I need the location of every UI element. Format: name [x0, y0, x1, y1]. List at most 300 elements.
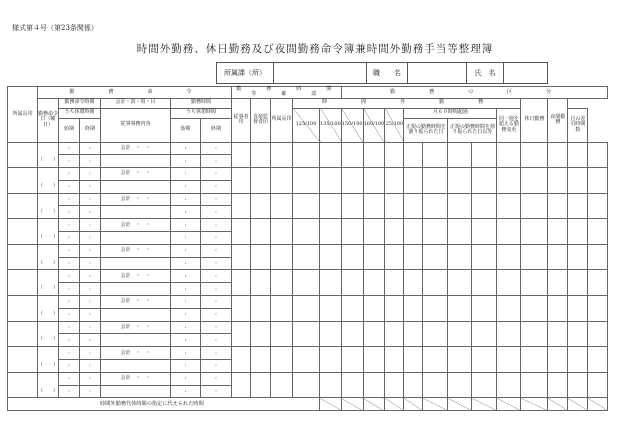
row-kaikei-cell[interactable] [101, 321, 171, 334]
row-break-end-cell[interactable] [80, 308, 101, 321]
row-data-cell[interactable] [363, 270, 385, 296]
row-data-cell[interactable] [588, 296, 608, 322]
row-actual-start-cell[interactable] [171, 142, 201, 155]
row-break-end-cell[interactable] [80, 334, 101, 347]
row-data-cell[interactable] [448, 321, 472, 347]
row-start-cell[interactable] [59, 372, 80, 385]
row-date-paren[interactable] [38, 283, 59, 296]
row-data-cell[interactable] [404, 296, 423, 322]
row-break-start-cell[interactable] [59, 334, 80, 347]
row-data-cell[interactable] [423, 142, 448, 168]
row-actual-break-end[interactable] [201, 206, 232, 219]
row-actual-end-cell[interactable] [201, 296, 232, 309]
row-data-cell[interactable] [548, 296, 568, 322]
row-data-cell[interactable] [251, 270, 271, 296]
row-data-cell[interactable] [232, 219, 251, 245]
row-date-paren[interactable] [38, 257, 59, 270]
row-data-cell[interactable] [588, 219, 608, 245]
row-data-cell[interactable] [568, 193, 588, 219]
row-date-cell[interactable] [38, 219, 59, 232]
row-data-cell[interactable] [588, 168, 608, 194]
row-break-start-cell[interactable] [59, 180, 80, 193]
row-data-cell[interactable] [548, 321, 568, 347]
row-break-start-cell[interactable] [59, 232, 80, 245]
row-seal-cell[interactable] [8, 270, 38, 296]
row-actual-break-start[interactable] [171, 257, 201, 270]
row-data-cell[interactable] [341, 296, 363, 322]
row-data-cell[interactable] [497, 347, 521, 373]
row-break-start-cell[interactable] [59, 360, 80, 373]
row-end-cell[interactable] [80, 244, 101, 257]
row-data-cell[interactable] [320, 347, 342, 373]
row-seal-cell[interactable] [8, 219, 38, 245]
row-seal-cell[interactable] [8, 193, 38, 219]
row-data-cell[interactable] [423, 296, 448, 322]
row-actual-break-start[interactable] [171, 206, 201, 219]
row-data-cell[interactable] [497, 193, 521, 219]
row-date-paren[interactable] [38, 334, 59, 347]
row-actual-break-end[interactable] [201, 334, 232, 347]
row-data-cell[interactable] [293, 270, 320, 296]
row-data-cell[interactable] [548, 372, 568, 398]
row-date-paren[interactable] [38, 155, 59, 168]
row-data-cell[interactable] [521, 244, 548, 270]
row-actual-break-start[interactable] [171, 180, 201, 193]
row-end-cell[interactable] [80, 347, 101, 360]
row-data-cell[interactable] [232, 321, 251, 347]
row-data-cell[interactable] [271, 347, 293, 373]
row-data-cell[interactable] [548, 270, 568, 296]
row-data-cell[interactable] [472, 270, 497, 296]
row-data-cell[interactable] [232, 296, 251, 322]
row-data-cell[interactable] [423, 168, 448, 194]
row-data-cell[interactable] [404, 270, 423, 296]
row-actual-start-cell[interactable] [171, 296, 201, 309]
row-data-cell[interactable] [548, 347, 568, 373]
row-data-cell[interactable] [363, 168, 385, 194]
row-end-cell[interactable] [80, 296, 101, 309]
row-actual-break-end[interactable] [201, 232, 232, 245]
row-date-cell[interactable] [38, 347, 59, 360]
row-data-cell[interactable] [251, 372, 271, 398]
row-data-cell[interactable] [448, 372, 472, 398]
row-data-cell[interactable] [497, 321, 521, 347]
row-actual-start-cell[interactable] [171, 372, 201, 385]
row-actual-start-cell[interactable] [171, 168, 201, 181]
row-kaikei-cell[interactable] [101, 219, 171, 232]
row-content-cell[interactable] [101, 334, 171, 347]
row-data-cell[interactable] [271, 296, 293, 322]
row-date-cell[interactable] [38, 270, 59, 283]
row-actual-end-cell[interactable] [201, 142, 232, 155]
row-data-cell[interactable] [548, 244, 568, 270]
row-data-cell[interactable] [232, 193, 251, 219]
row-data-cell[interactable] [497, 372, 521, 398]
row-data-cell[interactable] [472, 142, 497, 168]
row-actual-break-end[interactable] [201, 257, 232, 270]
row-data-cell[interactable] [472, 244, 497, 270]
row-break-start-cell[interactable] [59, 155, 80, 168]
row-actual-start-cell[interactable] [171, 244, 201, 257]
row-date-cell[interactable] [38, 321, 59, 334]
row-data-cell[interactable] [251, 168, 271, 194]
row-data-cell[interactable] [251, 193, 271, 219]
row-data-cell[interactable] [423, 193, 448, 219]
row-kaikei-cell[interactable] [101, 372, 171, 385]
row-actual-break-start[interactable] [171, 334, 201, 347]
row-data-cell[interactable] [293, 347, 320, 373]
row-actual-end-cell[interactable] [201, 321, 232, 334]
row-data-cell[interactable] [423, 244, 448, 270]
row-actual-start-cell[interactable] [171, 321, 201, 334]
row-data-cell[interactable] [588, 270, 608, 296]
row-break-end-cell[interactable] [80, 257, 101, 270]
row-data-cell[interactable] [404, 219, 423, 245]
row-date-cell[interactable] [38, 244, 59, 257]
row-data-cell[interactable] [320, 321, 342, 347]
row-actual-start-cell[interactable] [171, 219, 201, 232]
row-data-cell[interactable] [497, 142, 521, 168]
row-seal-cell[interactable] [8, 244, 38, 270]
row-seal-cell[interactable] [8, 142, 38, 168]
row-data-cell[interactable] [385, 270, 404, 296]
row-data-cell[interactable] [472, 321, 497, 347]
row-date-paren[interactable] [38, 232, 59, 245]
row-actual-end-cell[interactable] [201, 244, 232, 257]
row-actual-break-end[interactable] [201, 360, 232, 373]
row-data-cell[interactable] [521, 193, 548, 219]
row-data-cell[interactable] [521, 296, 548, 322]
row-data-cell[interactable] [320, 244, 342, 270]
row-start-cell[interactable] [59, 219, 80, 232]
row-data-cell[interactable] [448, 219, 472, 245]
row-data-cell[interactable] [293, 193, 320, 219]
row-date-cell[interactable] [38, 168, 59, 181]
row-data-cell[interactable] [404, 193, 423, 219]
row-kaikei-cell[interactable] [101, 270, 171, 283]
row-data-cell[interactable] [385, 142, 404, 168]
row-date-paren[interactable] [38, 360, 59, 373]
row-data-cell[interactable] [385, 244, 404, 270]
row-data-cell[interactable] [497, 219, 521, 245]
row-data-cell[interactable] [320, 270, 342, 296]
row-start-cell[interactable] [59, 142, 80, 155]
row-data-cell[interactable] [497, 296, 521, 322]
row-data-cell[interactable] [423, 321, 448, 347]
row-data-cell[interactable] [341, 219, 363, 245]
row-data-cell[interactable] [251, 321, 271, 347]
row-data-cell[interactable] [568, 168, 588, 194]
row-actual-break-end[interactable] [201, 180, 232, 193]
row-data-cell[interactable] [521, 168, 548, 194]
row-data-cell[interactable] [568, 270, 588, 296]
row-data-cell[interactable] [548, 219, 568, 245]
row-data-cell[interactable] [568, 372, 588, 398]
row-break-end-cell[interactable] [80, 180, 101, 193]
row-kaikei-cell[interactable] [101, 296, 171, 309]
row-data-cell[interactable] [588, 142, 608, 168]
row-actual-break-end[interactable] [201, 385, 232, 398]
row-content-cell[interactable] [101, 257, 171, 270]
row-data-cell[interactable] [271, 219, 293, 245]
row-start-cell[interactable] [59, 296, 80, 309]
row-data-cell[interactable] [385, 321, 404, 347]
row-data-cell[interactable] [363, 296, 385, 322]
row-seal-cell[interactable] [8, 321, 38, 347]
row-date-paren[interactable] [38, 206, 59, 219]
row-data-cell[interactable] [341, 270, 363, 296]
row-break-start-cell[interactable] [59, 283, 80, 296]
row-data-cell[interactable] [472, 296, 497, 322]
row-data-cell[interactable] [363, 142, 385, 168]
row-data-cell[interactable] [448, 193, 472, 219]
dept-field[interactable] [274, 63, 367, 83]
row-data-cell[interactable] [548, 168, 568, 194]
row-end-cell[interactable] [80, 372, 101, 385]
row-date-cell[interactable] [38, 142, 59, 155]
row-data-cell[interactable] [568, 347, 588, 373]
row-data-cell[interactable] [568, 321, 588, 347]
row-content-cell[interactable] [101, 232, 171, 245]
row-data-cell[interactable] [472, 347, 497, 373]
row-actual-break-start[interactable] [171, 360, 201, 373]
row-date-paren[interactable] [38, 385, 59, 398]
row-data-cell[interactable] [363, 372, 385, 398]
row-seal-cell[interactable] [8, 347, 38, 373]
row-start-cell[interactable] [59, 244, 80, 257]
row-data-cell[interactable] [448, 296, 472, 322]
row-data-cell[interactable] [404, 168, 423, 194]
row-data-cell[interactable] [363, 347, 385, 373]
row-seal-cell[interactable] [8, 296, 38, 322]
row-content-cell[interactable] [101, 308, 171, 321]
row-data-cell[interactable] [521, 321, 548, 347]
row-data-cell[interactable] [320, 372, 342, 398]
row-data-cell[interactable] [385, 296, 404, 322]
row-data-cell[interactable] [404, 347, 423, 373]
row-data-cell[interactable] [404, 142, 423, 168]
row-data-cell[interactable] [448, 270, 472, 296]
row-data-cell[interactable] [472, 193, 497, 219]
row-data-cell[interactable] [548, 142, 568, 168]
row-data-cell[interactable] [521, 372, 548, 398]
row-break-start-cell[interactable] [59, 385, 80, 398]
row-date-cell[interactable] [38, 193, 59, 206]
row-data-cell[interactable] [271, 372, 293, 398]
row-data-cell[interactable] [271, 244, 293, 270]
row-actual-break-end[interactable] [201, 283, 232, 296]
row-data-cell[interactable] [251, 142, 271, 168]
row-data-cell[interactable] [588, 193, 608, 219]
row-actual-break-end[interactable] [201, 308, 232, 321]
row-break-end-cell[interactable] [80, 360, 101, 373]
row-data-cell[interactable] [320, 168, 342, 194]
row-data-cell[interactable] [588, 347, 608, 373]
row-data-cell[interactable] [251, 244, 271, 270]
row-data-cell[interactable] [320, 296, 342, 322]
row-start-cell[interactable] [59, 321, 80, 334]
row-data-cell[interactable] [293, 372, 320, 398]
row-data-cell[interactable] [521, 270, 548, 296]
row-data-cell[interactable] [363, 244, 385, 270]
row-data-cell[interactable] [293, 168, 320, 194]
row-data-cell[interactable] [423, 372, 448, 398]
row-actual-break-end[interactable] [201, 155, 232, 168]
row-data-cell[interactable] [448, 142, 472, 168]
row-data-cell[interactable] [341, 244, 363, 270]
row-data-cell[interactable] [423, 270, 448, 296]
row-data-cell[interactable] [521, 219, 548, 245]
row-data-cell[interactable] [472, 168, 497, 194]
row-kaikei-cell[interactable] [101, 168, 171, 181]
row-data-cell[interactable] [472, 372, 497, 398]
row-end-cell[interactable] [80, 321, 101, 334]
row-end-cell[interactable] [80, 193, 101, 206]
row-seal-cell[interactable] [8, 168, 38, 194]
row-data-cell[interactable] [251, 219, 271, 245]
row-data-cell[interactable] [521, 347, 548, 373]
row-data-cell[interactable] [320, 193, 342, 219]
row-break-end-cell[interactable] [80, 385, 101, 398]
row-end-cell[interactable] [80, 270, 101, 283]
row-data-cell[interactable] [251, 347, 271, 373]
row-break-start-cell[interactable] [59, 257, 80, 270]
row-data-cell[interactable] [423, 347, 448, 373]
row-actual-break-start[interactable] [171, 385, 201, 398]
row-data-cell[interactable] [271, 321, 293, 347]
row-data-cell[interactable] [448, 347, 472, 373]
row-data-cell[interactable] [271, 142, 293, 168]
row-data-cell[interactable] [232, 244, 251, 270]
row-kaikei-cell[interactable] [101, 142, 171, 155]
row-actual-start-cell[interactable] [171, 347, 201, 360]
row-content-cell[interactable] [101, 283, 171, 296]
row-date-cell[interactable] [38, 296, 59, 309]
row-data-cell[interactable] [293, 296, 320, 322]
row-data-cell[interactable] [341, 347, 363, 373]
row-data-cell[interactable] [293, 244, 320, 270]
row-content-cell[interactable] [101, 180, 171, 193]
row-data-cell[interactable] [448, 168, 472, 194]
row-data-cell[interactable] [404, 372, 423, 398]
row-data-cell[interactable] [293, 142, 320, 168]
row-data-cell[interactable] [385, 372, 404, 398]
name-field[interactable] [504, 63, 547, 83]
row-break-end-cell[interactable] [80, 155, 101, 168]
row-date-paren[interactable] [38, 180, 59, 193]
row-data-cell[interactable] [293, 321, 320, 347]
row-data-cell[interactable] [497, 244, 521, 270]
row-data-cell[interactable] [548, 193, 568, 219]
row-data-cell[interactable] [588, 372, 608, 398]
row-data-cell[interactable] [271, 168, 293, 194]
row-content-cell[interactable] [101, 385, 171, 398]
row-end-cell[interactable] [80, 219, 101, 232]
row-start-cell[interactable] [59, 270, 80, 283]
row-data-cell[interactable] [568, 244, 588, 270]
row-actual-end-cell[interactable] [201, 219, 232, 232]
row-break-start-cell[interactable] [59, 308, 80, 321]
row-actual-break-start[interactable] [171, 155, 201, 168]
row-actual-start-cell[interactable] [171, 193, 201, 206]
row-start-cell[interactable] [59, 193, 80, 206]
row-data-cell[interactable] [497, 168, 521, 194]
row-data-cell[interactable] [521, 142, 548, 168]
row-data-cell[interactable] [341, 168, 363, 194]
row-actual-break-start[interactable] [171, 308, 201, 321]
row-data-cell[interactable] [448, 244, 472, 270]
row-data-cell[interactable] [251, 296, 271, 322]
row-kaikei-cell[interactable] [101, 244, 171, 257]
row-data-cell[interactable] [472, 219, 497, 245]
row-content-cell[interactable] [101, 155, 171, 168]
row-date-paren[interactable] [38, 308, 59, 321]
row-data-cell[interactable] [341, 142, 363, 168]
row-data-cell[interactable] [293, 219, 320, 245]
row-actual-end-cell[interactable] [201, 168, 232, 181]
row-data-cell[interactable] [320, 142, 342, 168]
row-kaikei-cell[interactable] [101, 193, 171, 206]
row-data-cell[interactable] [271, 193, 293, 219]
row-break-start-cell[interactable] [59, 206, 80, 219]
row-actual-end-cell[interactable] [201, 347, 232, 360]
row-data-cell[interactable] [341, 321, 363, 347]
row-data-cell[interactable] [232, 168, 251, 194]
row-data-cell[interactable] [568, 296, 588, 322]
row-data-cell[interactable] [320, 219, 342, 245]
row-date-cell[interactable] [38, 372, 59, 385]
row-data-cell[interactable] [341, 372, 363, 398]
row-data-cell[interactable] [588, 321, 608, 347]
row-end-cell[interactable] [80, 168, 101, 181]
row-data-cell[interactable] [385, 219, 404, 245]
row-data-cell[interactable] [568, 142, 588, 168]
row-end-cell[interactable] [80, 142, 101, 155]
row-data-cell[interactable] [588, 244, 608, 270]
row-data-cell[interactable] [232, 142, 251, 168]
row-data-cell[interactable] [385, 347, 404, 373]
row-data-cell[interactable] [232, 270, 251, 296]
row-content-cell[interactable] [101, 360, 171, 373]
row-data-cell[interactable] [232, 372, 251, 398]
row-data-cell[interactable] [404, 321, 423, 347]
row-start-cell[interactable] [59, 347, 80, 360]
row-data-cell[interactable] [363, 219, 385, 245]
row-actual-break-start[interactable] [171, 283, 201, 296]
row-actual-end-cell[interactable] [201, 270, 232, 283]
row-start-cell[interactable] [59, 168, 80, 181]
row-break-end-cell[interactable] [80, 206, 101, 219]
row-seal-cell[interactable] [8, 372, 38, 398]
row-data-cell[interactable] [568, 219, 588, 245]
row-data-cell[interactable] [385, 193, 404, 219]
row-data-cell[interactable] [423, 219, 448, 245]
row-data-cell[interactable] [404, 244, 423, 270]
row-break-end-cell[interactable] [80, 232, 101, 245]
row-actual-break-start[interactable] [171, 232, 201, 245]
row-data-cell[interactable] [497, 270, 521, 296]
row-kaikei-cell[interactable] [101, 347, 171, 360]
row-content-cell[interactable] [101, 206, 171, 219]
row-actual-start-cell[interactable] [171, 270, 201, 283]
row-data-cell[interactable] [232, 347, 251, 373]
row-data-cell[interactable] [363, 321, 385, 347]
row-data-cell[interactable] [363, 193, 385, 219]
row-actual-end-cell[interactable] [201, 372, 232, 385]
row-data-cell[interactable] [341, 193, 363, 219]
row-data-cell[interactable] [385, 168, 404, 194]
row-data-cell[interactable] [271, 270, 293, 296]
